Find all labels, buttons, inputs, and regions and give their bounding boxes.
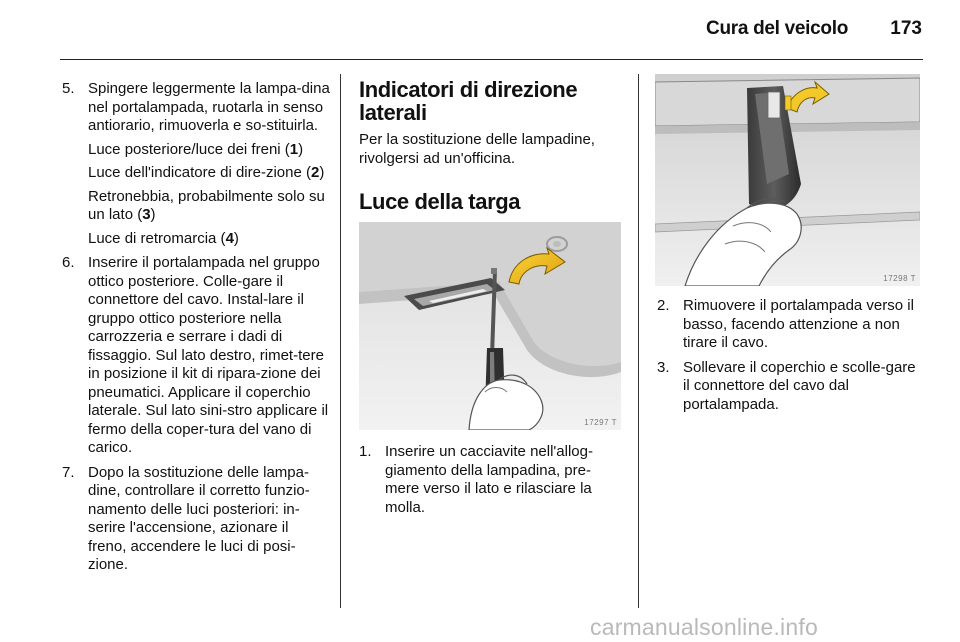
step-text: Spingere leggermente la lampa-dina nel portalampada, ruotarla in senso antiorario, rimuoverla e so-stituirla. — [88, 80, 330, 134]
heading-side-indicators: Indicatori di direzione laterali — [359, 77, 578, 125]
side-indicators-text: Per la sostituzione delle lampadine, rivolgersi ad un'officina. — [359, 131, 595, 167]
step-2 — [657, 297, 921, 353]
step-5 — [62, 80, 330, 248]
step-text: Dopo la sostituzione delle lampa-dine, controllare il corretto funzio-namento delle luci posteriori: in-serire l'accensione, azionare il freno, accendere le luci di posi-zione. — [88, 463, 310, 573]
watermark: carmanualsonline.info — [590, 614, 818, 640]
step-3 — [657, 359, 921, 415]
page-header — [0, 0, 960, 62]
step-6 — [62, 254, 330, 458]
step-number: 7. — [62, 463, 75, 481]
step-number: 6. — [62, 254, 75, 271]
column-divider-right — [638, 74, 639, 608]
figure-number: 17297 T — [584, 418, 617, 427]
bulb-line: Luce dell'indicatore di dire-zione (2) — [88, 164, 325, 181]
header-divider — [60, 59, 923, 60]
page-number: 173 — [890, 18, 922, 39]
license-plate-light-figure — [359, 222, 621, 430]
section-title: Cura del veicolo — [706, 18, 848, 39]
middle-steps — [359, 443, 621, 523]
step-text: Sollevare il coperchio e scolle-gare il connettore del cavo dal portalampada. — [683, 358, 916, 413]
lamp-holder-figure — [655, 74, 920, 286]
step-number: 1. — [359, 443, 372, 460]
step-7 — [62, 464, 330, 575]
bulb-line: Luce posteriore/luce dei freni (1) — [88, 140, 304, 158]
step-number: 3. — [657, 358, 670, 376]
bulb-line: Retronebbia, probabilmente solo su un lato (3) — [88, 187, 325, 223]
step-text: Rimuovere il portalampada verso il basso, facendo attenzione a non tirare il cavo. — [683, 297, 914, 351]
right-steps — [657, 297, 921, 420]
license-plate-illustration — [359, 222, 621, 430]
middle-column — [359, 78, 621, 213]
lamp-holder-illustration — [655, 74, 920, 286]
step-text: Inserire un cacciavite nell'allog-giamento della lampadina, pre-mere verso il lato e rilasciare la molla. — [385, 443, 593, 516]
left-column — [62, 80, 330, 581]
step-text: Inserire il portalampada nel gruppo ottico posteriore. Colle-gare il connettore del cavo. Instal-lare il gruppo ottico posteriore nella carrozzeria e serrare i dadi di fissaggio. Sul lato destro, rimet-tere in posizione il kit di ripara-zione dei pneumatici. Applicare il coperchio laterale. Sul lato sini-stro applicare il fermo della coper-tura del vano di carico. — [88, 254, 329, 456]
step-number: 2. — [657, 297, 670, 314]
figure-number: 17298 T — [883, 274, 916, 283]
column-divider-left — [340, 74, 341, 608]
step-1 — [359, 443, 621, 517]
heading-license-plate-light: Luce della targa — [359, 189, 521, 214]
step-number: 5. — [62, 80, 75, 97]
bulb-line: Luce di retromarcia (4) — [88, 229, 239, 247]
